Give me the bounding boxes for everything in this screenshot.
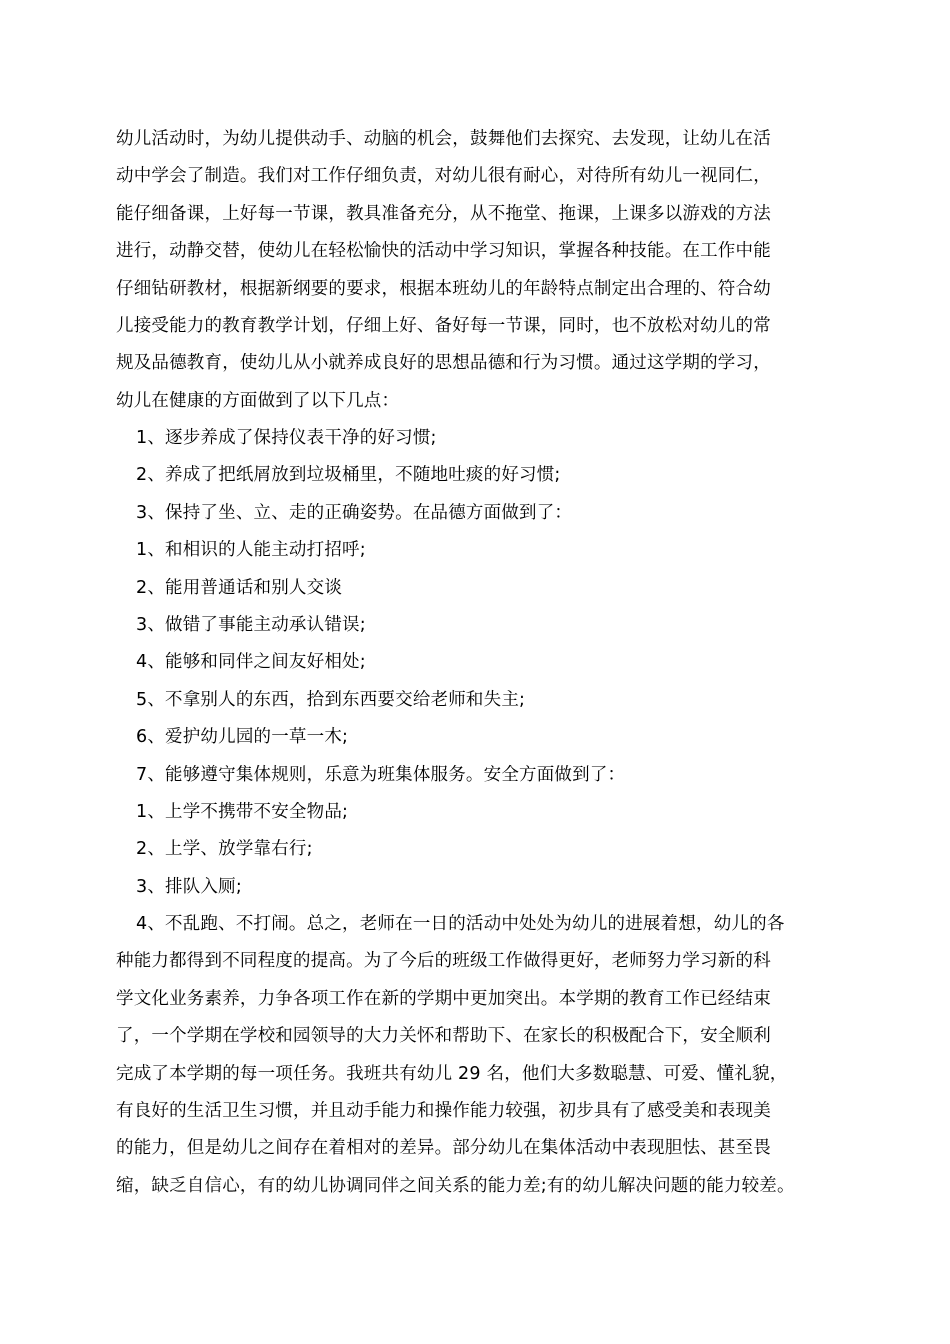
list-item: 1、和相识的人能主动打招呼;	[136, 540, 366, 561]
list-item: 2、能用普通话和别人交谈	[136, 577, 343, 598]
text-line: 规及品德教育，使幼儿从小就养成良好的思想品德和行为习惯。通过这学期的学习，	[116, 353, 771, 374]
list-item: 7、能够遵守集体规则，乐意为班集体服务。安全方面做到了：	[136, 764, 626, 785]
list-item: 2、养成了把纸屑放到垃圾桶里，不随地吐痰的好习惯;	[136, 465, 561, 486]
text-line: 的能力，但是幼儿之间存在着相对的差异。部分幼儿在集体活动中表现胆怯、甚至畏	[116, 1138, 771, 1159]
list-item: 5、不拿别人的东西，拾到东西要交给老师和失主;	[136, 689, 526, 710]
text-line: 完成了本学期的每一项任务。我班共有幼儿 29 名，他们大多数聪慧、可爱、懂礼貌，	[116, 1063, 788, 1084]
text-line: 仔细钻研教材，根据新纲要的要求，根据本班幼儿的年龄特点制定出合理的、符合幼	[116, 278, 771, 299]
text-line: 儿接受能力的教育教学计划，仔细上好、备好每一节课，同时，也不放松对幼儿的常	[116, 315, 771, 336]
behavior-list	[116, 420, 856, 906]
text-line: 种能力都得到不同程度的提高。为了今后的班级工作做得更好，老师努力学习新的科	[116, 951, 771, 972]
text-line: 能仔细备课，上好每一节课，教具准备充分，从不拖堂、拖课，上课多以游戏的方法	[116, 203, 771, 224]
text-line: 了，一个学期在学校和园领导的大力关怀和帮助下、在家长的积极配合下，安全顺利	[116, 1026, 771, 1047]
list-item: 1、逐步养成了保持仪表干净的好习惯;	[136, 428, 437, 448]
list-item: 6、爱护幼儿园的一草一木;	[136, 727, 349, 748]
list-item: 1、上学不携带不安全物品;	[136, 801, 349, 822]
list-item: 2、上学、放学靠右行;	[136, 839, 313, 860]
text-line: 进行，动静交替，使幼儿在轻松愉快的活动中学习知识，掌握各种技能。在工作中能	[116, 241, 771, 262]
paragraph-1	[116, 121, 856, 420]
list-item: 4、能够和同伴之间友好相处;	[136, 652, 366, 673]
list-item: 3、排队入厕;	[136, 876, 242, 897]
list-item: 3、保持了坐、立、走的正确姿势。在品德方面做到了：	[136, 502, 573, 523]
list-item: 3、做错了事能主动承认错误;	[136, 614, 366, 635]
text-line: 缩，缺乏自信心，有的幼儿协调同伴之间关系的能力差;有的幼儿解决问题的能力较差。	[116, 1175, 795, 1196]
text-line: 动中学会了制造。我们对工作仔细负责，对幼儿很有耐心，对待所有幼儿一视同仁，	[116, 166, 771, 187]
text-line: 幼儿在健康的方面做到了以下几点：	[116, 390, 400, 411]
text-line: 幼儿活动时，为幼儿提供动手、动脑的机会，鼓舞他们去探究、去发现，让幼儿在活	[116, 129, 771, 149]
text-line: 有良好的生活卫生习惯，并且动手能力和操作能力较强，初步具有了感受美和表现美	[116, 1100, 771, 1121]
text-line: 4、不乱跑、不打闹。总之，老师在一日的活动中处处为幼儿的进展着想，幼儿的各	[136, 914, 785, 934]
text-line: 学文化业务素养，力争各项工作在新的学期中更加突出。本学期的教育工作已经结束	[116, 988, 771, 1009]
paragraph-2	[116, 906, 856, 1205]
